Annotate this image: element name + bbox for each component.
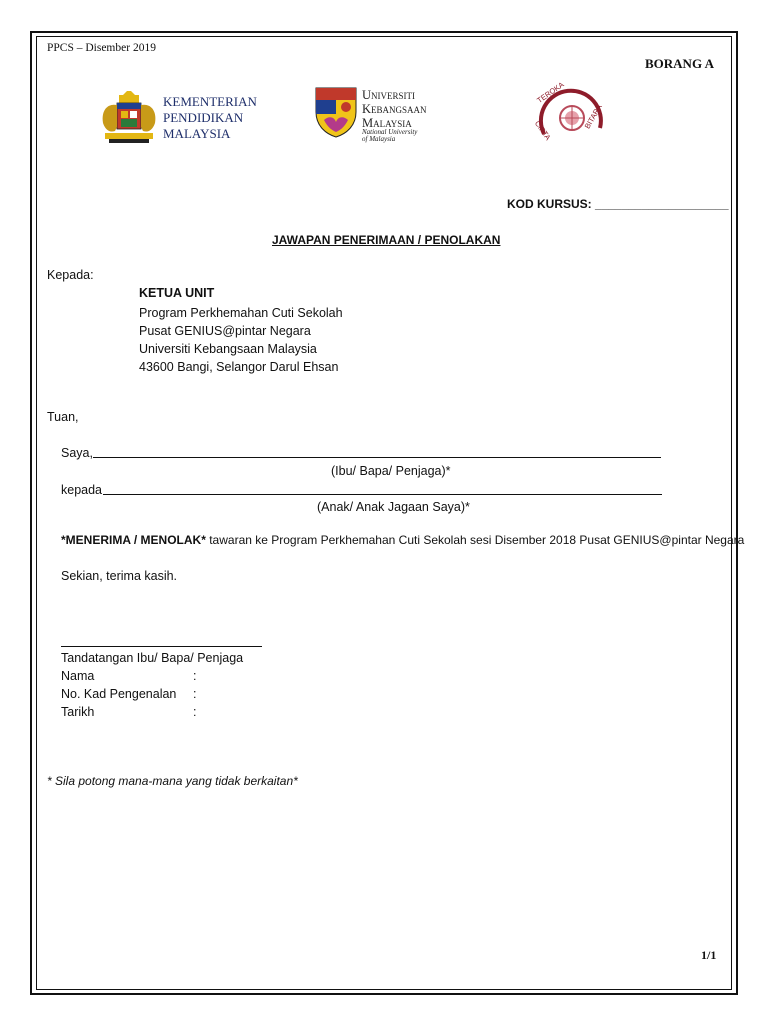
address-line-2: Pusat GENIUS@pintar Negara xyxy=(139,324,311,338)
ukm-sub-2: of Malaysia xyxy=(362,135,396,143)
to-label: Kepada: xyxy=(47,268,94,282)
document-code: PPCS – Disember 2019 xyxy=(47,42,156,54)
acceptance-statement xyxy=(61,533,744,547)
course-code-blank: ____________________ xyxy=(595,197,729,211)
saya-label: Saya, xyxy=(61,446,93,460)
signature-line[interactable] xyxy=(61,646,262,647)
salutation: Tuan, xyxy=(47,410,79,424)
genius-pintar-logo xyxy=(528,80,614,156)
kpm-crest-logo xyxy=(97,91,161,147)
child-name-line[interactable] xyxy=(103,494,662,495)
ukm-line-1: Universiti xyxy=(362,88,416,102)
closing: Sekian, terima kasih. xyxy=(61,569,178,583)
accept-reject-choice: *MENERIMA / MENOLAK* xyxy=(61,533,206,547)
course-code-label: KOD KURSUS: xyxy=(507,197,592,211)
recipient-address xyxy=(139,304,343,376)
signature-row-name-colon: : xyxy=(193,669,197,683)
course-code-field xyxy=(507,197,729,211)
parent-caption: (Ibu/ Bapa/ Penjaga)* xyxy=(331,464,451,478)
signature-row-ic-label: No. Kad Pengenalan xyxy=(61,687,177,701)
form-label: BORANG A xyxy=(645,56,714,71)
ukm-sub-1: National University xyxy=(362,128,418,136)
recipient-name: KETUA UNIT xyxy=(139,286,215,300)
signature-row-name-label: Nama xyxy=(61,669,95,683)
parent-name-line[interactable] xyxy=(93,457,661,458)
kepada-label: kepada xyxy=(61,483,103,497)
ukm-subtitle xyxy=(362,129,417,143)
kpm-line-1: KEMENTERIAN xyxy=(163,94,257,109)
statement-text: tawaran ke Program Perkhemahan Cuti Sekolah sesi Disember 2018 Pusat GENIUS@pintar Negara xyxy=(205,533,745,547)
form-title: JAWAPAN PENERIMAAN / PENOLAKAN xyxy=(272,233,501,247)
page-number: 1/1 xyxy=(701,948,717,962)
genius-word-2: CIPTA xyxy=(532,119,553,142)
footnote: * Sila potong mana-mana yang tidak berkaitan* xyxy=(47,774,298,788)
signature-caption: Tandatangan Ibu/ Bapa/ Penjaga xyxy=(61,651,244,665)
ukm-shield-logo xyxy=(314,86,358,138)
address-line-4: 43600 Bangi, Selangor Darul Ehsan xyxy=(139,360,339,374)
ukm-line-2: Kebangsaan xyxy=(362,102,427,116)
ukm-name xyxy=(362,88,427,130)
child-caption: (Anak/ Anak Jagaan Saya)* xyxy=(317,500,470,514)
signature-row-date-label: Tarikh xyxy=(61,705,95,719)
signature-row-date-colon: : xyxy=(193,705,197,719)
address-line-3: Universiti Kebangsaan Malaysia xyxy=(139,342,317,356)
genius-word-3: BITARA xyxy=(582,102,604,131)
genius-word-1: TEROKA xyxy=(535,79,566,106)
kpm-line-3: MALAYSIA xyxy=(163,126,231,141)
kpm-line-2: PENDIDIKAN xyxy=(163,110,244,125)
ukm-line-3: Malaysia xyxy=(362,116,412,130)
address-line-1: Program Perkhemahan Cuti Sekolah xyxy=(139,306,343,320)
kpm-name xyxy=(163,94,257,142)
signature-row-ic-colon: : xyxy=(193,687,197,701)
